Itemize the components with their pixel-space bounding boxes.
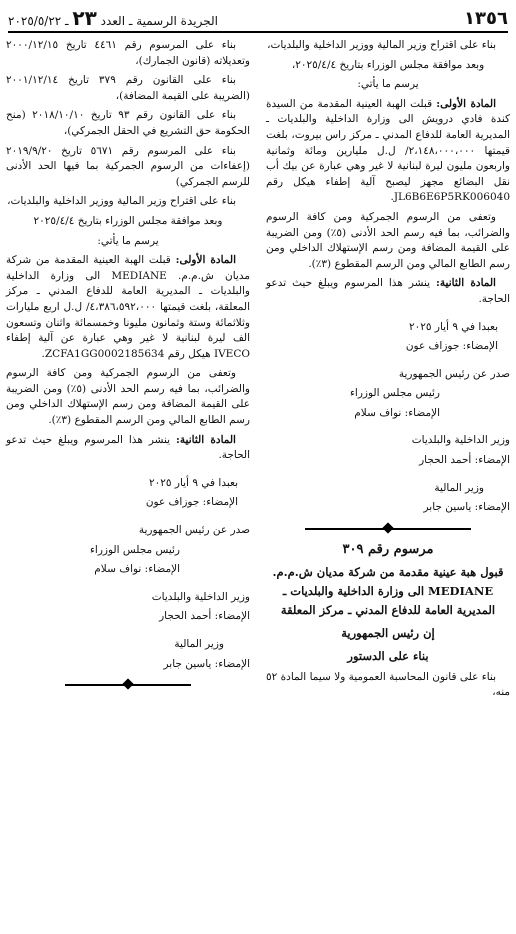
- signature: الإمضاء: ياسين جابر: [423, 501, 510, 514]
- issue-number: ٢٣: [72, 6, 97, 30]
- paragraph: يرسم ما يأتي:: [357, 78, 419, 91]
- paragraph: بناء على القانون رقم ٩٣ تاريخ ٢٠١٨/١٠/١٠ (منح الحكومة حق التشريع في الحقل الجمركي)،: [6, 109, 250, 137]
- constitution-line: بناء على الدستور: [347, 648, 429, 663]
- signature-role: وزير الداخلية والبلديات: [151, 590, 250, 603]
- issue-prefix: الجريدة الرسمية ـ العدد: [100, 14, 218, 28]
- article-text: قبلت الهبة العينية المقدمة من السيدة كندة فادي درويش الى وزارة الداخلية والبلديات ـ المديرية العامة للدفاع المدني ـ مركز راس بيروت، بلغت قيمتها ٢،١٤٨،٠٠٠،٠٠٠/ ل.ل مليارين ومائة وثمانية واربعون مليون ليرة لبنانية لا غير وهي عبارة عن بيك أب نقل البضائع مجهز ليصبح آلية إطفاء هيكل رقم JL6B6E6P5RK006040.: [266, 97, 510, 204]
- paragraph: يرسم ما يأتي:: [97, 234, 159, 247]
- paragraph: وتعفى من الرسوم الجمركية ومن كافة الرسوم والضرائب، بما فيه رسم الحد الأدنى (٥٪) ومن الضريبة على القيمة المضافة ومن رسم الإستهلاك الداخلي ومن رسم الطابع المالي ومن الرسم المقطوع (٣٪).: [6, 367, 250, 427]
- article-text: قبلت الهبة العينية المقدمة من شركة مديان ش.م.م. MEDIANE الى وزارة الداخلية والبلديات ـ المديرية العامة للدفاع المدني ـ مركز المعلقة، بلغت قيمتها ٤،٣٨٦،٥٩٢،٠٠٠/ ل.ل اربع مليارات وثلاثمائة وستة وثمانون مليونا وخمسمائة واثنان وتسعون الف ليرة لبنانية لا غير وهي عبارة عن آلية إطفاء IVECO هيكل رقم ZCFA1GG0002185634.: [6, 254, 250, 360]
- article-1: [266, 97, 510, 206]
- decree-title: مرسوم رقم ٣٠٩: [342, 541, 434, 557]
- decree-date: بعبدا في ٩ أيار ٢٠٢٥: [148, 476, 238, 489]
- signature-role: رئيس مجلس الوزراء: [349, 387, 440, 400]
- paragraph: بناء على القانون رقم ٣٧٩ تاريخ ٢٠٠١/١٢/١٤ (الضريبة على القيمة المضافة)،: [6, 74, 250, 102]
- signature-role: وزير المالية: [434, 481, 484, 494]
- paragraph: بناء على اقتراح وزير المالية ووزير الداخلية والبلديات،: [267, 39, 496, 51]
- article-title: المادة الأولى:: [175, 254, 236, 267]
- page-header: [8, 6, 508, 30]
- signature-heading: صدر عن رئيس الجمهورية: [138, 524, 250, 537]
- decree-subtitle: قبول هبة عينية مقدمة من شركة مديان ش.م.م. MEDIANE الى وزارة الداخلية والبلديات ـ المديرية العامة للدفاع المدني ـ مركز المعلقة: [272, 564, 504, 617]
- right-column: [266, 38, 510, 705]
- article-text: ينشر هذا المرسوم ويبلغ حيث تدعو الحاجة.: [6, 433, 250, 462]
- article-title: المادة الثانية:: [176, 433, 236, 446]
- article-text: ينشر هذا المرسوم ويبلغ حيث تدعو الحاجة.: [266, 277, 510, 305]
- signature: الإمضاء: نواف سلام: [354, 406, 440, 419]
- signature-role: وزير المالية: [174, 638, 224, 650]
- paragraph: وبعد موافقة مجلس الوزراء بتاريخ ٢٠٢٥/٤/٤،: [291, 58, 485, 71]
- article-2: [266, 276, 510, 307]
- signature: الإمضاء: أحمد الحجار: [419, 454, 510, 467]
- left-column: [6, 38, 250, 696]
- paragraph: بناء على المرسوم رقم ٥٦٧١ تاريخ ٢٠١٩/٩/٢٠ (إعفاءات من الرسوم الجمركية بما فيها الحد الأدنى للرسم الجمركي): [6, 144, 250, 188]
- paragraph: بناء على اقتراح وزير المالية ووزير الداخلية والبلديات،: [7, 195, 236, 208]
- signature: الإمضاء: جوزاف عون: [145, 496, 238, 509]
- issue-info: [8, 6, 218, 30]
- article-1: [6, 253, 250, 362]
- signature: الإمضاء: ياسين جابر: [163, 657, 250, 670]
- page-number: ١٣٥٦: [464, 7, 508, 29]
- signature-heading: صدر عن رئيس الجمهورية: [398, 367, 510, 380]
- signature-role: وزير الداخلية والبلديات: [411, 434, 510, 447]
- signature-role: رئيس مجلس الوزراء: [89, 543, 180, 556]
- article-2: [6, 433, 250, 464]
- section-divider: [266, 522, 510, 536]
- signature: الإمضاء: جوزاف عون: [405, 340, 498, 353]
- president-line: إن رئيس الجمهورية: [341, 625, 435, 640]
- paragraph: بناء على المرسوم رقم ٤٤٦١ تاريخ ٢٠٠٠/١٢/١٥ وتعديلاته (قانون الجمارك)،: [6, 39, 250, 67]
- paragraph: وبعد موافقة مجلس الوزراء بتاريخ ٢٠٢٥/٤/٤: [33, 214, 223, 227]
- paragraph: وتعفى من الرسوم الجمركية ومن كافة الرسوم والضرائب، بما فيه رسم الحد الأدنى (٥٪) ومن الضريبة على القيمة المضافة ومن رسم الإستهلاك الداخلي ومن رسم الطابع المالي ومن الرسم المقطوع (٣٪).: [266, 210, 510, 270]
- article-title: المادة الأولى:: [436, 97, 497, 110]
- issue-date: ـ ٢٠٢٥/٥/٢٢: [8, 14, 69, 28]
- signature: الإمضاء: نواف سلام: [94, 563, 180, 576]
- header-rule: [8, 31, 508, 33]
- signature: الإمضاء: أحمد الحجار: [159, 610, 250, 623]
- end-divider: [6, 678, 250, 692]
- article-title: المادة الثانية:: [436, 277, 496, 290]
- paragraph: بناء على قانون المحاسبة العمومية ولا سيما المادة ٥٢ منه،: [266, 670, 510, 699]
- decree-date: بعبدا في ٩ أيار ٢٠٢٥: [408, 320, 498, 333]
